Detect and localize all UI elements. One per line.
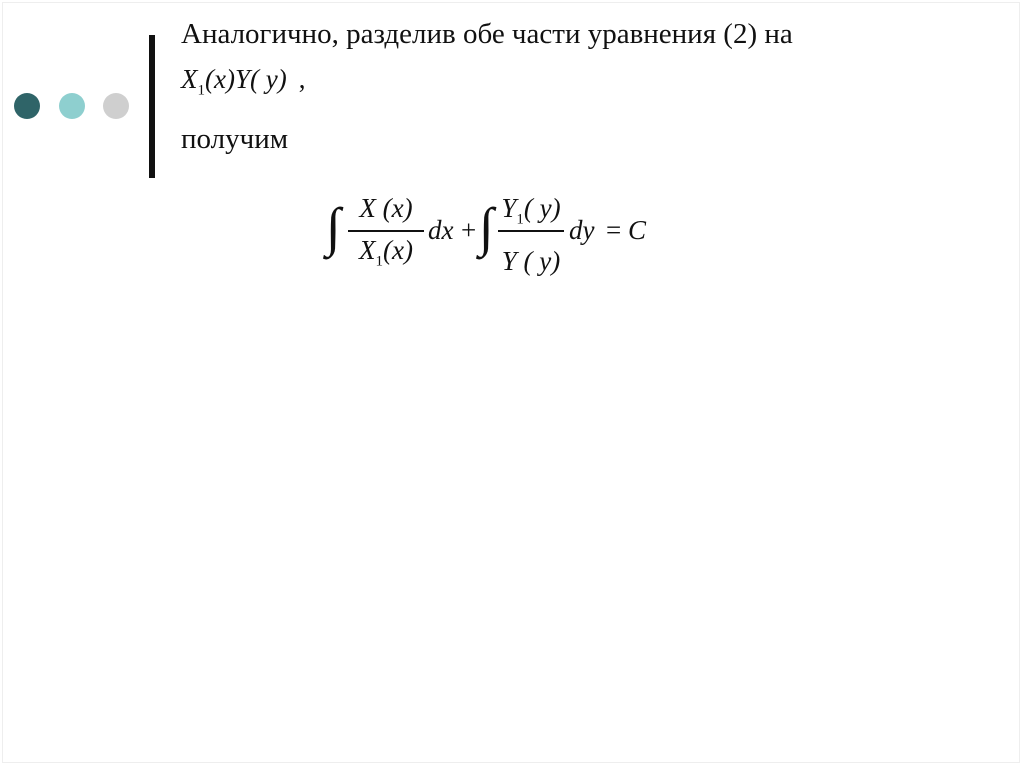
frac2-num-Y: Y bbox=[501, 193, 517, 223]
fraction-1-bar bbox=[348, 230, 424, 232]
decor-dot-dark bbox=[14, 93, 40, 119]
decor-vertical-bar bbox=[149, 35, 155, 178]
fraction-2-numerator bbox=[498, 193, 564, 234]
decor-dot-light bbox=[59, 93, 85, 119]
formula-sub-1: 1 bbox=[197, 82, 205, 99]
formula-paren-x: (x) bbox=[205, 64, 235, 94]
inline-formula bbox=[181, 63, 305, 106]
frac1-den-rest: (x) bbox=[383, 235, 413, 265]
formula-comma: , bbox=[298, 64, 306, 94]
fraction-1-numerator: X (x) bbox=[359, 193, 413, 223]
frac1-den-sub: 1 bbox=[375, 253, 384, 270]
fraction-1 bbox=[348, 193, 424, 276]
frac2-num-rest: ( y) bbox=[523, 193, 561, 223]
dx: dx bbox=[428, 215, 454, 245]
plus-sign: + bbox=[461, 215, 477, 245]
decor-dot-gray bbox=[103, 93, 129, 119]
frac2-num-sub: 1 bbox=[516, 211, 524, 228]
dy: dy bbox=[569, 215, 595, 245]
slide-text-line-1: Аналогично, разделив обе части уравнения (2) на bbox=[181, 18, 793, 50]
constant-C: C bbox=[628, 215, 647, 245]
fraction-2-denominator: Y ( y) bbox=[501, 246, 561, 277]
integral-sign-2: ∫ bbox=[479, 197, 494, 257]
equals-sign: = bbox=[606, 215, 622, 245]
fraction-2 bbox=[498, 193, 564, 276]
fraction-1-denominator bbox=[348, 235, 424, 276]
slide-text-line-3: получим bbox=[181, 123, 289, 155]
integral-sign-1: ∫ bbox=[326, 197, 341, 257]
formula-Y: Y bbox=[234, 64, 250, 94]
frac1-den-X: X bbox=[359, 235, 376, 265]
formula-paren-y: ( y) bbox=[250, 64, 287, 94]
formula-X: X bbox=[181, 64, 198, 94]
fraction-2-bar bbox=[498, 230, 564, 232]
